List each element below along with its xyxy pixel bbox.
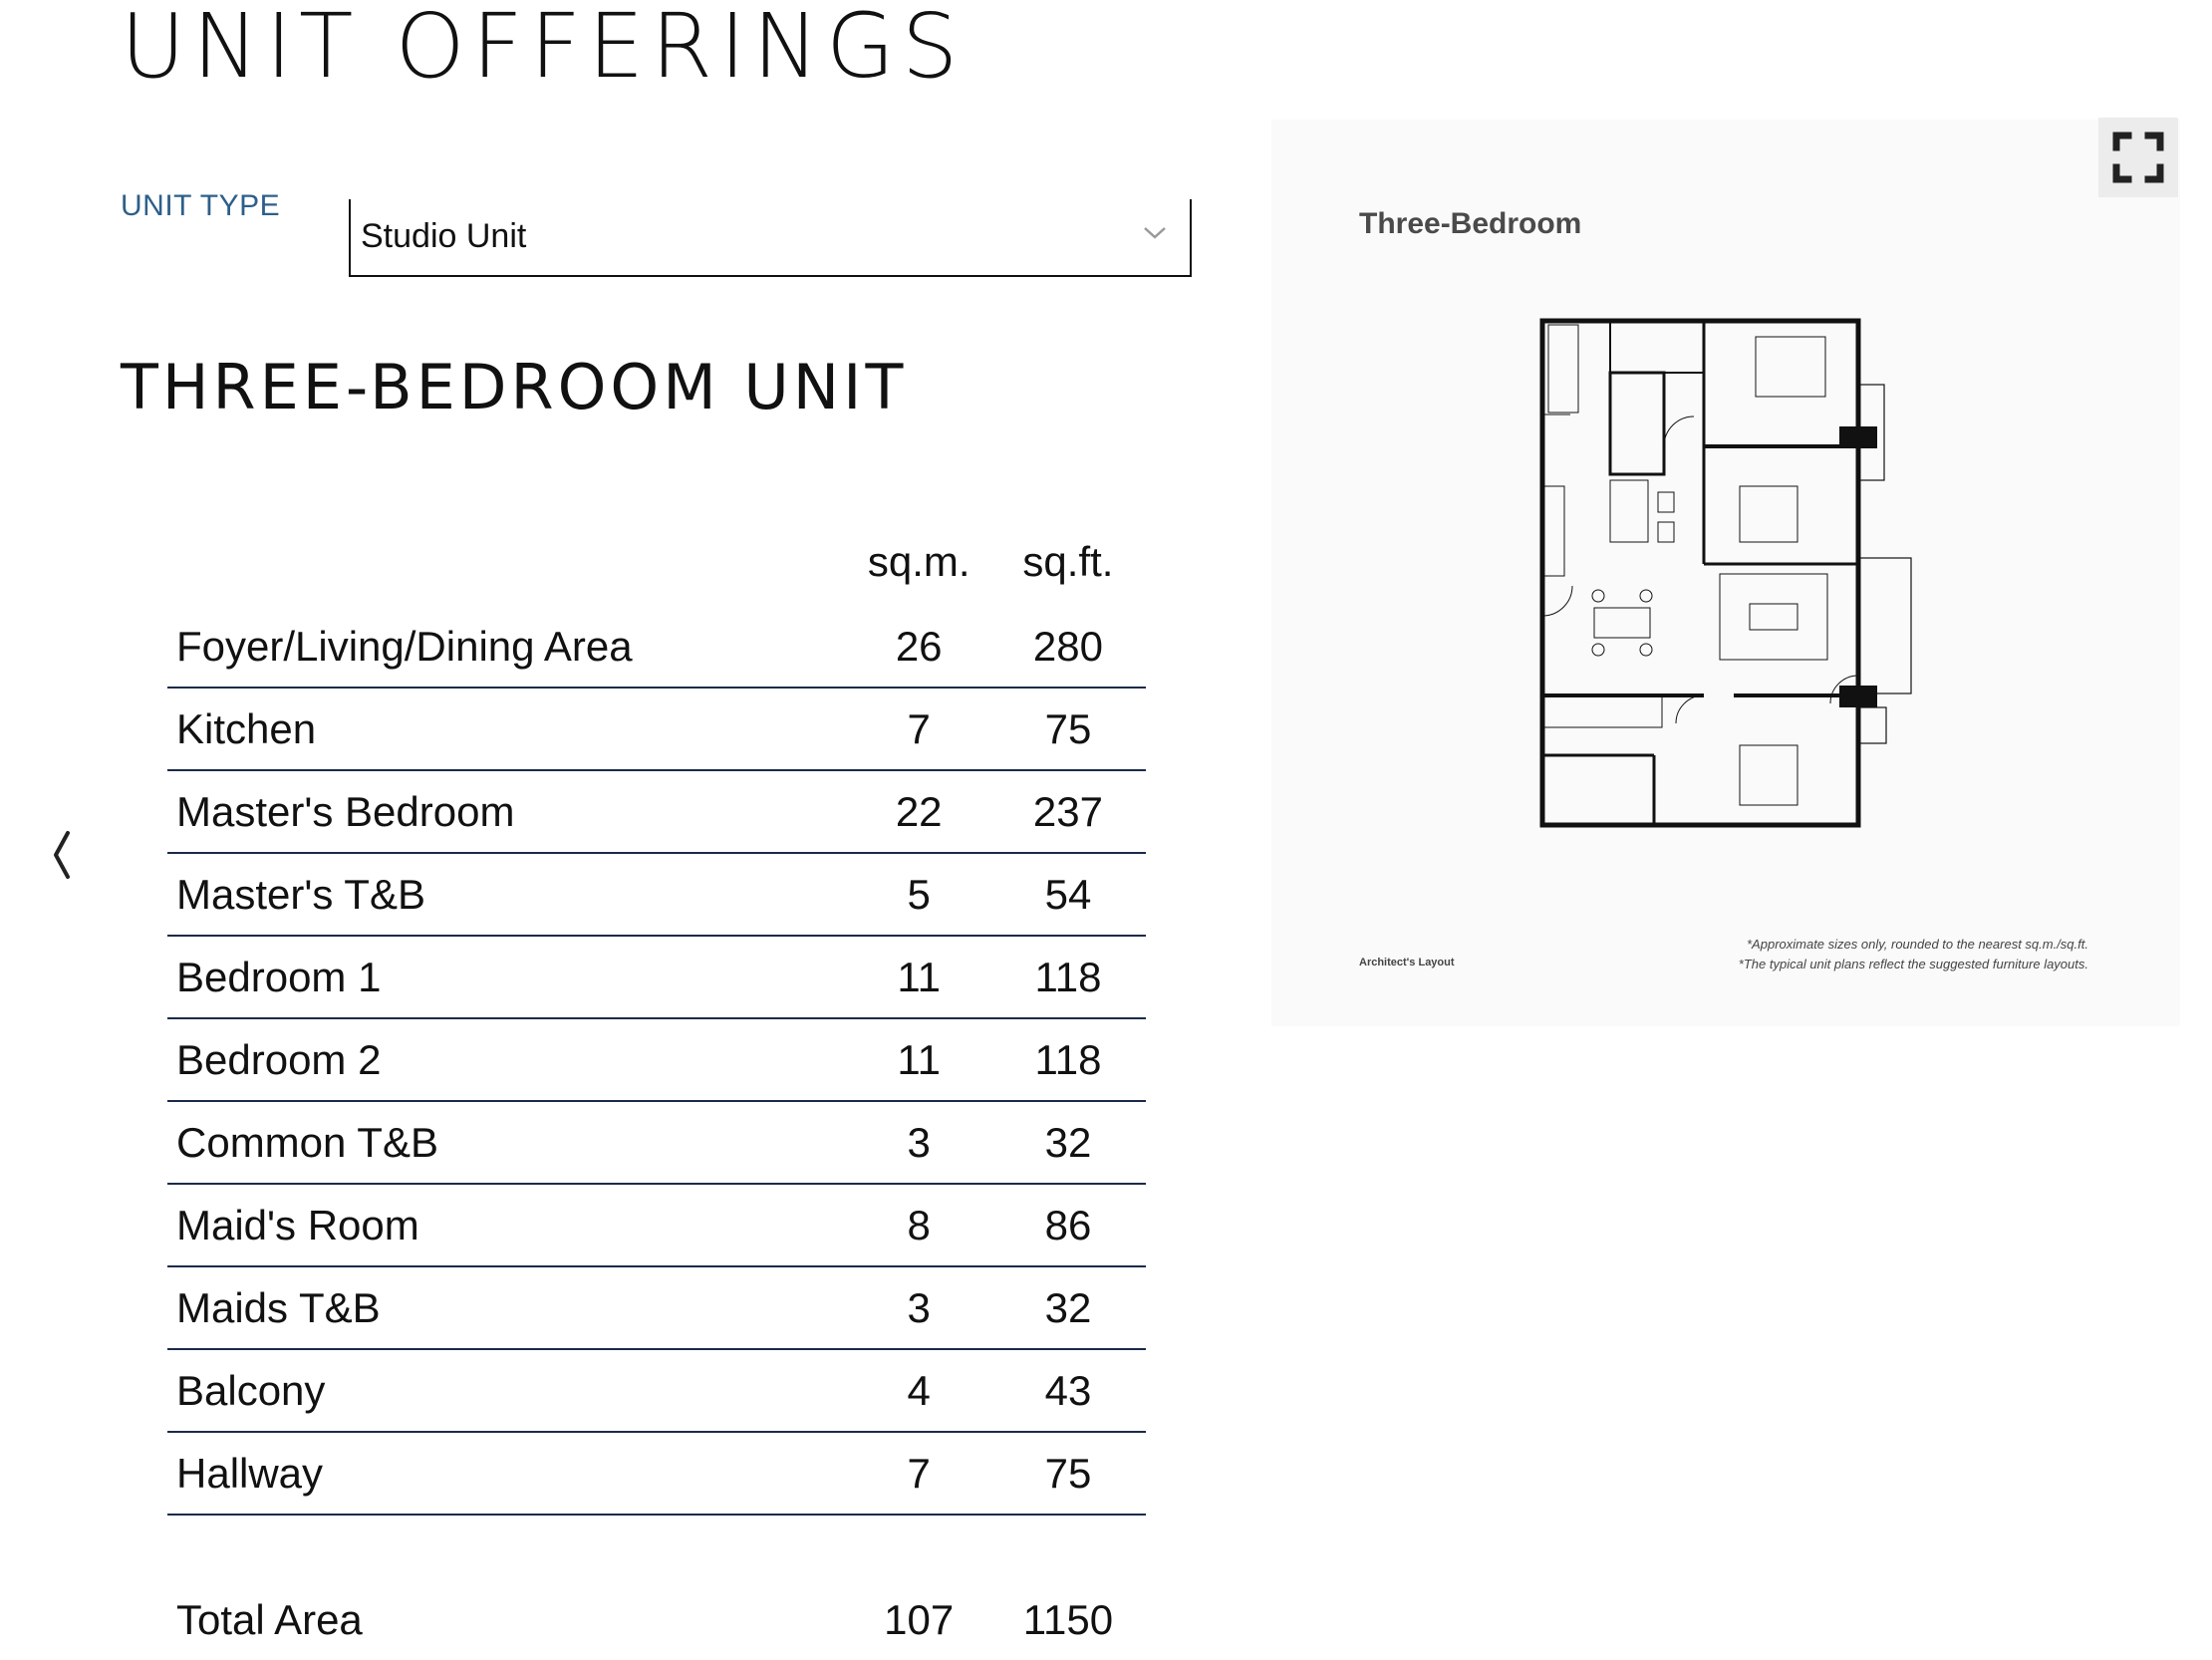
table-row [167, 1266, 1146, 1349]
room-name: Common T&B [176, 1118, 438, 1166]
room-name: Kitchen [176, 704, 317, 752]
room-name: Hallway [176, 1449, 324, 1497]
room-name: Maids T&B [176, 1283, 381, 1331]
room-sqft: 75 [1044, 1449, 1092, 1497]
area-table [167, 518, 1146, 1660]
room-name: Bedroom 1 [176, 953, 382, 1000]
floorplan-title: Three-Bedroom [1359, 207, 1582, 240]
column-header-sqft: sq.ft. [1022, 538, 1114, 585]
room-sqm: 3 [907, 1118, 931, 1166]
room-sqm: 8 [907, 1201, 931, 1248]
table-row [167, 1184, 1146, 1266]
chevron-left-icon[interactable] [46, 825, 80, 885]
room-sqm: 22 [895, 787, 943, 835]
room-name: Master's T&B [176, 870, 425, 918]
unit-type-label: UNIT TYPE [121, 189, 281, 222]
room-sqm: 11 [897, 1035, 941, 1083]
room-name: Bedroom 2 [176, 1035, 382, 1083]
total-sqft: 1150 [1022, 1595, 1114, 1643]
room-sqm: 5 [907, 870, 931, 918]
table-row [167, 1101, 1146, 1184]
table-row [167, 688, 1146, 770]
unit-type-select[interactable] [349, 199, 1192, 277]
room-name: Balcony [176, 1366, 326, 1414]
room-sqft: 280 [1032, 622, 1103, 670]
table-row [167, 1432, 1146, 1515]
room-sqft: 32 [1044, 1118, 1092, 1166]
room-sqm: 11 [897, 953, 941, 1000]
total-label: Total Area [176, 1595, 363, 1643]
room-sqft: 75 [1044, 704, 1092, 752]
room-name: Maid's Room [176, 1201, 419, 1248]
room-sqm: 3 [907, 1283, 931, 1331]
floorplan-notes [1739, 935, 2088, 974]
floorplan-image[interactable] [1534, 317, 1913, 835]
room-sqft: 118 [1034, 953, 1102, 1000]
fullscreen-icon [2098, 118, 2178, 197]
table-row [167, 1018, 1146, 1101]
table-row [167, 606, 1146, 688]
room-sqm: 7 [907, 1449, 931, 1497]
room-sqft: 237 [1032, 787, 1103, 835]
room-sqft: 43 [1044, 1366, 1092, 1414]
table-row [167, 1349, 1146, 1432]
total-row [167, 1579, 1146, 1660]
room-sqm: 7 [907, 704, 931, 752]
unit-heading: THREE-BEDROOM UNIT [121, 351, 908, 423]
table-row [167, 936, 1146, 1018]
column-header-name [167, 518, 847, 606]
column-header-sqm: sq.m. [867, 538, 970, 585]
room-sqm: 26 [895, 622, 943, 670]
unit-type-selected-value: Studio Unit [361, 217, 527, 255]
room-sqft: 118 [1034, 1035, 1102, 1083]
architect-label: Architect's Layout [1359, 957, 1455, 968]
table-row [167, 770, 1146, 853]
page-title: UNIT OFFERINGS [121, 0, 966, 98]
room-name: Master's Bedroom [176, 787, 515, 835]
table-row [167, 853, 1146, 936]
room-sqft: 32 [1044, 1283, 1092, 1331]
chevron-down-icon [1140, 217, 1170, 247]
floorplan-note: *Approximate sizes only, rounded to the nearest sq.m./sq.ft. [1747, 937, 2088, 952]
room-sqft: 54 [1044, 870, 1092, 918]
floorplan-note: *The typical unit plans reflect the suggested furniture layouts. [1738, 957, 2088, 971]
room-sqm: 4 [907, 1366, 931, 1414]
room-sqft: 86 [1044, 1201, 1092, 1248]
table-header-row [167, 518, 1146, 606]
fullscreen-button[interactable] [2098, 118, 2178, 197]
total-sqm: 107 [884, 1595, 955, 1643]
room-name: Foyer/Living/Dining Area [176, 622, 633, 670]
